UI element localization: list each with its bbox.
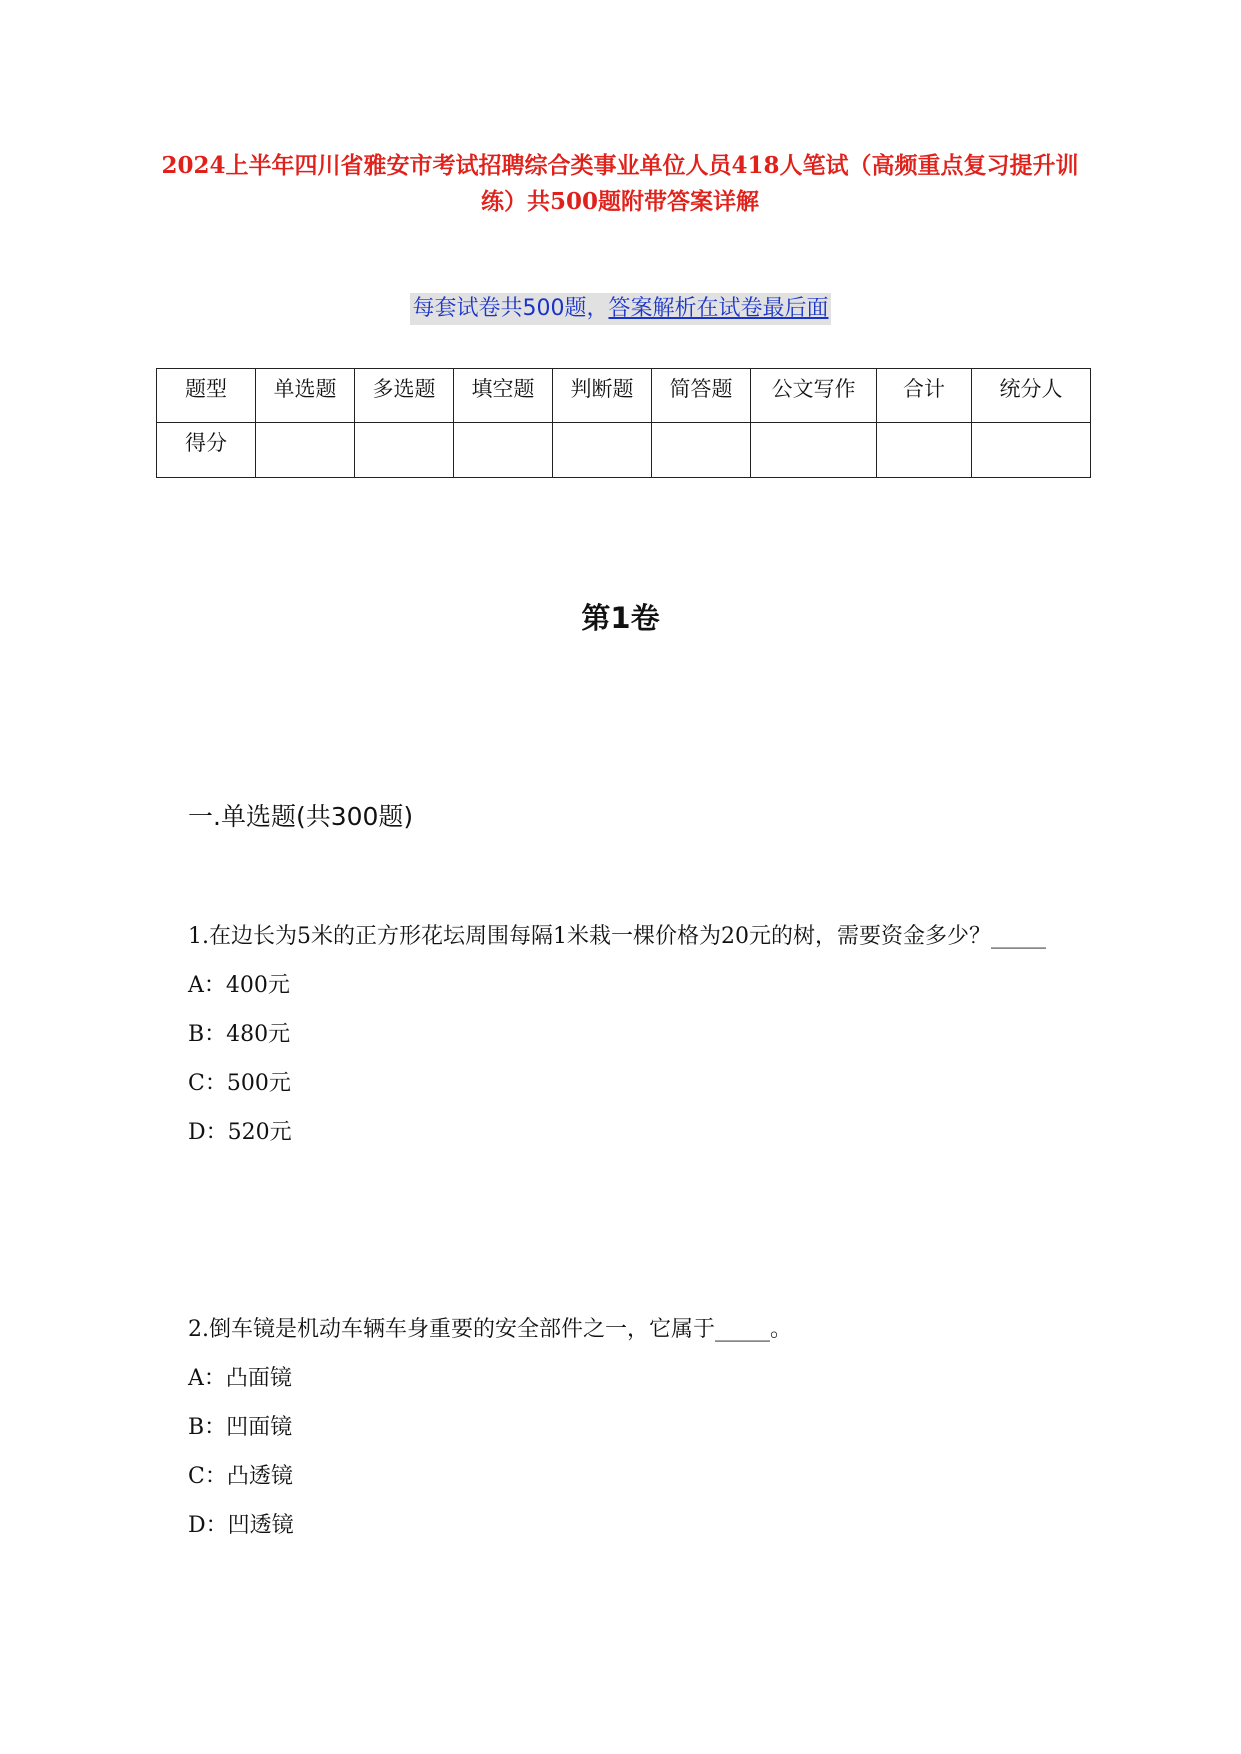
document-title: 2024上半年四川省雅安市考试招聘综合类事业单位人员418人笔试（高频重点复习提升训练）共500题附带答案详解 — [161, 152, 1079, 215]
header-cell-fill-blank: 填空题 — [454, 369, 553, 423]
question-stem: 1.在边长为5米的正方形花坛周围每隔1米栽一棵价格为20元的树，需要资金多少？_____ — [188, 924, 1046, 949]
header-cell-short-answer: 简答题 — [652, 369, 751, 423]
score-table — [156, 368, 1091, 478]
score-row-label: 得分 — [157, 423, 256, 478]
subtitle-text: 每套试卷共500题， — [412, 296, 609, 321]
question-1 — [188, 912, 1068, 1157]
question-option: D：520元 — [188, 1120, 292, 1145]
header-cell-single-choice: 单选题 — [256, 369, 355, 423]
score-cell — [972, 423, 1091, 478]
header-cell-type: 题型 — [157, 369, 256, 423]
subtitle-line — [0, 293, 1241, 325]
question-2 — [188, 1305, 1068, 1550]
question-option: C：500元 — [188, 1071, 291, 1096]
question-option: A：400元 — [188, 973, 290, 998]
score-cell — [751, 423, 877, 478]
score-table-header-row — [157, 369, 1091, 423]
question-option: D：凹透镜 — [188, 1513, 294, 1538]
section-title: 一.单选题(共300题) — [188, 802, 414, 831]
score-cell — [454, 423, 553, 478]
header-cell-true-false: 判断题 — [553, 369, 652, 423]
header-cell-scorer: 统分人 — [972, 369, 1091, 423]
question-option: A：凸面镜 — [188, 1366, 292, 1391]
score-cell — [553, 423, 652, 478]
score-cell — [877, 423, 972, 478]
question-option: B：凹面镜 — [188, 1415, 293, 1440]
score-table-score-row — [157, 423, 1091, 478]
question-option: C：凸透镜 — [188, 1464, 293, 1489]
question-option: B：480元 — [188, 1022, 291, 1047]
question-stem: 2.倒车镜是机动车辆车身重要的安全部件之一，它属于_____。 — [188, 1317, 792, 1342]
score-cell — [355, 423, 454, 478]
subtitle-banner — [410, 293, 830, 325]
header-cell-multiple-choice: 多选题 — [355, 369, 454, 423]
header-cell-total: 合计 — [877, 369, 972, 423]
volume-title: 第1卷 — [581, 601, 660, 635]
score-cell — [256, 423, 355, 478]
header-cell-official-writing: 公文写作 — [751, 369, 877, 423]
score-cell — [652, 423, 751, 478]
subtitle-underlined-text: 答案解析在试卷最后面 — [608, 296, 829, 321]
